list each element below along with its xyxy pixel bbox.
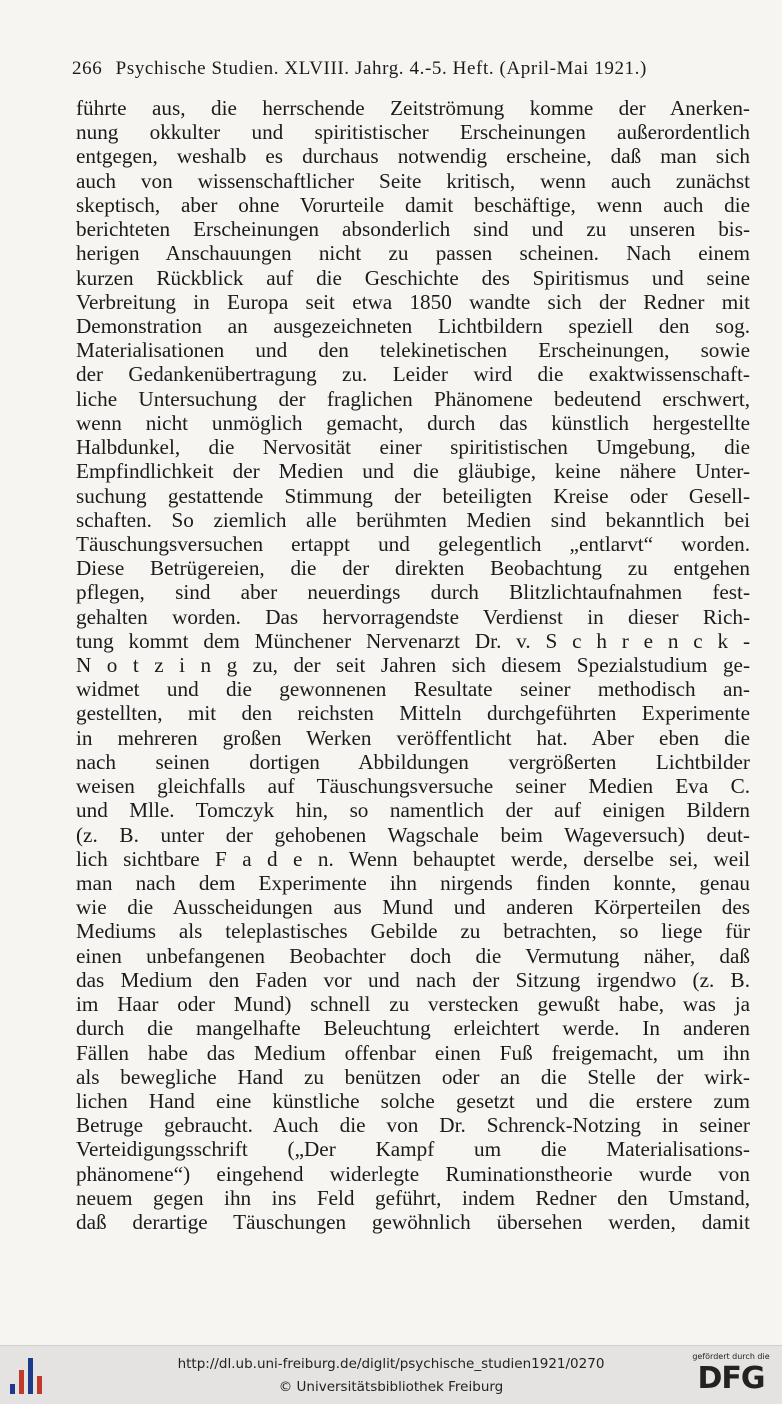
text-line: nung okkulter und spiritistischer Erscheinungen außerordentlich — [76, 120, 750, 145]
text-line: lichen Hand eine künstliche solche gesetzt und die erstere zum — [76, 1088, 750, 1113]
text-line: einen unbefangenen Beobachter doch die Vermutung näher, daß — [76, 943, 750, 968]
text-line: Materialisationen und den telekinetischen Erscheinungen, sowie — [76, 338, 750, 363]
text-line: der Gedankenübertragung zu. Leider wird die exaktwissenschaft- — [76, 362, 750, 387]
text-line: herigen Anschauungen nicht zu passen scheinen. Nach einem — [76, 241, 750, 266]
text-line: widmet und die gewonnenen Resultate seiner methodisch an- — [76, 677, 750, 702]
text-line: nach seinen dortigen Abbildungen vergrößerten Lichtbilder — [76, 749, 750, 774]
copyright-notice: © Universitätsbibliothek Freiburg — [278, 1379, 504, 1395]
text-line: führte aus, die herrschende Zeitströmung komme der Anerken- — [76, 96, 750, 120]
text-line: lich sichtbare F a d e n. Wenn behauptet werde, derselbe sei, weil — [76, 846, 750, 871]
text-line: durch die mangelhafte Beleuchtung erleichtert werde. In anderen — [76, 1016, 750, 1041]
text-line: kurzen Rückblick auf die Geschichte des Spiritismus und seine — [76, 265, 750, 290]
text-line: Fällen habe das Medium offenbar einen Fuß freigemacht, um ihn — [76, 1040, 750, 1065]
text-line: Empfindlichkeit der Medien und die gläubige, keine nähere Unter- — [76, 459, 750, 484]
text-line: Verteidigungsschrift („Der Kampf um die Materialisations- — [76, 1137, 750, 1162]
text-line: wie die Ausscheidungen aus Mund und anderen Körperteilen des — [76, 895, 750, 920]
text-line: man nach dem Experimente ihn nirgends finden konnte, genau — [76, 871, 750, 895]
text-line: Halbdunkel, die Nervosität einer spiritistischen Umgebung, die — [76, 435, 750, 460]
text-line: phänomene“) eingehend widerlegte Ruminationstheorie wurde von — [76, 1161, 750, 1186]
running-title: Psychische Studien. XLVIII. Jahrg. 4.-5. Heft. (April-Mai 1921.) — [115, 58, 647, 79]
text-line: pflegen, sind aber neuerdings durch Blitzlichtaufnahmen fest- — [76, 580, 750, 605]
text-line: schaften. So ziemlich alle berühmten Medien sind bekanntlich bei — [76, 507, 750, 532]
text-line: als bewegliche Hand zu benützen oder an die Stelle der wirk- — [76, 1064, 750, 1089]
text-line: N o t z i n g zu, der seit Jahren sich diesem Spezialstudium ge- — [76, 653, 750, 678]
text-line: weisen gleichfalls auf Täuschungsversuche seiner Medien Eva C. — [76, 774, 750, 799]
text-line: liche Untersuchung der fraglichen Phänomene bedeutend erschwert, — [76, 386, 750, 411]
dfg-logo[interactable] — [690, 1352, 772, 1400]
page-number: 266 — [72, 58, 103, 79]
text-line: skeptisch, aber ohne Vorurteile damit beschäftige, wenn auch die — [76, 192, 750, 217]
text-line: Demonstration an ausgezeichneten Lichtbildern speziell den sog. — [76, 313, 750, 338]
text-line: gestellten, mit den reichsten Mitteln durchgeführten Experimente — [76, 701, 750, 726]
text-line: suchung gestattende Stimmung der beteiligten Kreise oder Gesell- — [76, 483, 750, 508]
running-header — [72, 58, 762, 86]
permalink-url[interactable]: http://dl.ub.uni-freiburg.de/diglit/psychische_studien1921/0270 — [177, 1356, 605, 1372]
text-line: Verbreitung in Europa seit etwa 1850 wandte sich der Redner mit — [76, 289, 750, 314]
text-line: das Medium den Faden vor und nach der Sitzung irgendwo (z. B. — [76, 967, 750, 992]
dfg-wordmark: DFG — [697, 1361, 765, 1396]
text-line: Diese Betrügereien, die der direkten Beobachtung zu entgehen — [76, 556, 750, 581]
text-line: entgegen, weshalb es durchaus notwendig erscheine, daß man sich — [76, 144, 750, 169]
text-line: Mediums als teleplastisches Gebilde zu betrachten, so liege für — [76, 919, 750, 944]
text-line: und Mlle. Tomczyk hin, so namentlich der auf einigen Bildern — [76, 798, 750, 823]
text-line: in mehreren großen Werken veröffentlicht hat. Aber eben die — [76, 725, 750, 750]
text-line: im Haar oder Mund) schnell zu verstecken gewußt habe, was ja — [76, 992, 750, 1017]
text-line: (z. B. unter der gehobenen Wagschale beim Wageversuch) deut- — [76, 822, 750, 847]
text-line: wenn nicht unmöglich gemacht, durch das künstlich hergestellte — [76, 410, 750, 435]
text-line: auch von wissenschaftlicher Seite kritisch, wenn auch zunächst — [76, 168, 750, 193]
body-text — [76, 96, 750, 1234]
text-line: berichteten Erscheinungen absonderlich sind und zu unseren bis- — [76, 217, 750, 242]
text-line: neuem gegen ihn ins Feld geführt, indem Redner den Umstand, — [76, 1185, 750, 1210]
text-line: tung kommt dem Münchener Nervenarzt Dr. v. S c h r e n c k - — [76, 628, 750, 653]
text-line: Betruge gebraucht. Auch die von Dr. Schrenck-Notzing in seiner — [76, 1113, 750, 1138]
viewer-footer — [0, 1345, 782, 1404]
text-line: gehalten worden. Das hervorragendste Verdienst in dieser Rich- — [76, 604, 750, 629]
dfg-funding-text: gefördert durch die — [692, 1352, 770, 1361]
text-line: Täuschungsversuchen ertappt und gelegentlich „entlarvt“ worden. — [76, 531, 750, 556]
text-line: daß derartige Täuschungen gewöhnlich übersehen werden, damit — [76, 1210, 750, 1235]
